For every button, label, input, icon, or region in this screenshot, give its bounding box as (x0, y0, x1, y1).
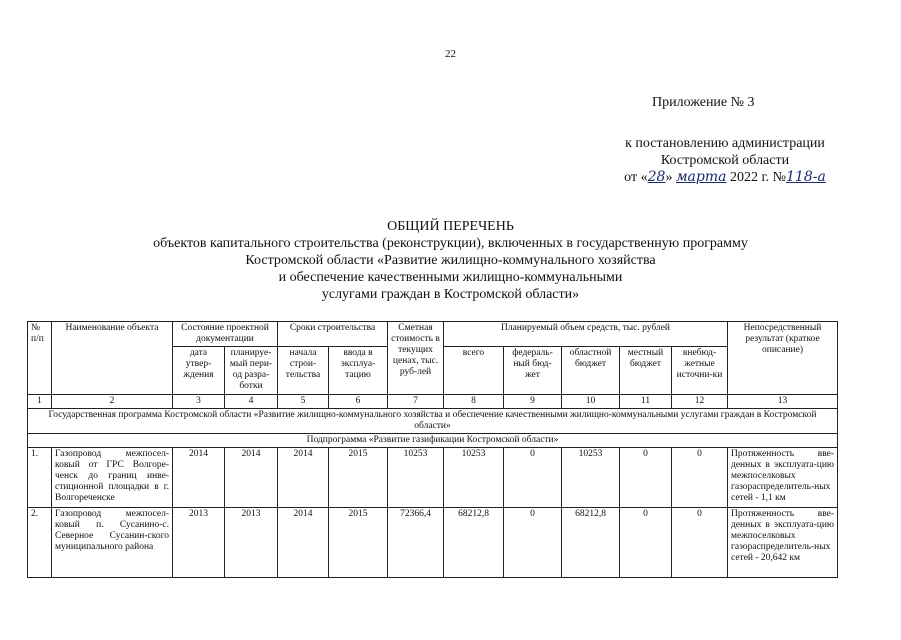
row-num: 2. (28, 508, 52, 578)
row-planned: 2014 (225, 448, 278, 508)
subprogram-name: Подпрограмма «Развитие газификации Костромской области» (28, 434, 838, 448)
header-terms-start: начала строи-тельства (278, 347, 329, 395)
row-start: 2014 (278, 508, 329, 578)
row-approved: 2013 (173, 508, 225, 578)
title-line-2: объектов капитального строительства (реконструкции), включенных в государственную программу (153, 236, 748, 251)
row-extra: 0 (672, 508, 728, 578)
subprogram-row (28, 434, 838, 448)
table-row (28, 508, 838, 578)
program-name: Государственная программа Костромской области «Развитие жилищно-коммунального хозяйства и обеспечение качественными жилищно-коммунальными услугами граждан в Костромской области» (28, 409, 838, 434)
title-line-5: услугами граждан в Костромской области» (321, 287, 580, 302)
title-line-4: и обеспечение качественными жилищно-коммунальными (278, 270, 623, 285)
table-row (28, 448, 838, 508)
row-result: Протяженность вве-денных в эксплуата-цию межпоселковых газораспределитель-ных сетей - 1,1 км (728, 448, 838, 508)
row-end: 2015 (329, 508, 388, 578)
row-planned: 2013 (225, 508, 278, 578)
header-fund-local: местный бюджет (620, 347, 672, 395)
col-number: 2 (52, 395, 173, 409)
row-name: Газопровод межпосел-ковый п. Сусанино-с. Северное Сусанин-ского муниципального района (52, 508, 173, 578)
decree-line-2: Костромской области (660, 153, 790, 168)
title-line-1: ОБЩИЙ ПЕРЕЧЕНЬ (387, 219, 514, 234)
decree-month: марта (675, 169, 727, 185)
header-docs-approved: дата утвер-ждения (173, 347, 225, 395)
decree-date-line (540, 169, 901, 186)
document-title (0, 218, 901, 303)
header-cost: Сметная стоимость в текущих ценах, тыс. руб-лей (388, 322, 444, 395)
header-num: № п/п (28, 322, 52, 395)
decree-reference (540, 135, 901, 186)
decree-day: 28 (647, 169, 666, 185)
header-fund-federal: федераль-ный бюд-жет (504, 347, 562, 395)
row-cost: 72366,4 (388, 508, 444, 578)
row-local: 0 (620, 448, 672, 508)
row-regional: 68212,8 (562, 508, 620, 578)
col-number: 6 (329, 395, 388, 409)
header-name: Наименование объекта (52, 322, 173, 395)
header-docs: Состояние проектной документации (173, 322, 278, 347)
col-number: 8 (444, 395, 504, 409)
header-fund-total: всего (444, 347, 504, 395)
header-docs-planned: планируе-мый пери-од разра-ботки (225, 347, 278, 395)
row-extra: 0 (672, 448, 728, 508)
col-number: 5 (278, 395, 329, 409)
row-total: 10253 (444, 448, 504, 508)
row-local: 0 (620, 508, 672, 578)
row-num: 1. (28, 448, 52, 508)
col-number: 13 (728, 395, 838, 409)
decree-date-prefix: от « (624, 170, 648, 185)
col-number: 11 (620, 395, 672, 409)
row-regional: 10253 (562, 448, 620, 508)
objects-table (27, 321, 838, 578)
header-terms: Сроки строительства (278, 322, 388, 347)
row-end: 2015 (329, 448, 388, 508)
row-federal: 0 (504, 508, 562, 578)
header-fund-extra: внебюд-жетные источни-ки (672, 347, 728, 395)
row-total: 68212,8 (444, 508, 504, 578)
row-federal: 0 (504, 448, 562, 508)
header-row-1 (28, 322, 838, 347)
decree-date-mid: » (665, 170, 673, 185)
row-start: 2014 (278, 448, 329, 508)
decree-line-1: к постановлению администрации (625, 136, 825, 151)
decree-number: 118-а (786, 169, 826, 185)
col-number: 7 (388, 395, 444, 409)
row-name: Газопровод межпосел-ковый от ГРС Волгоре-ченск до границ инве-стиционной площадки в г. Волгореченске (52, 448, 173, 508)
column-number-row (28, 395, 838, 409)
page-number: 22 (445, 48, 456, 60)
title-line-3: Костромской области «Развитие жилищно-коммунального хозяйства (245, 253, 656, 268)
row-cost: 10253 (388, 448, 444, 508)
program-row (28, 409, 838, 434)
header-result: Непосредственный результат (краткое описание) (728, 322, 838, 395)
appendix-label: Приложение № 3 (652, 95, 755, 110)
header-fund-regional: областной бюджет (562, 347, 620, 395)
header-funding: Планируемый объем средств, тыс. рублей (444, 322, 728, 347)
col-number: 1 (28, 395, 52, 409)
col-number: 3 (173, 395, 225, 409)
header-terms-end: ввода в эксплуа-тацию (329, 347, 388, 395)
col-number: 12 (672, 395, 728, 409)
col-number: 9 (504, 395, 562, 409)
row-result: Протяженность вве-денных в эксплуата-цию межпоселковых газораспределитель-ных сетей - 20,642 км (728, 508, 838, 578)
col-number: 10 (562, 395, 620, 409)
decree-year: 2022 г. № (729, 170, 787, 185)
col-number: 4 (225, 395, 278, 409)
row-approved: 2014 (173, 448, 225, 508)
